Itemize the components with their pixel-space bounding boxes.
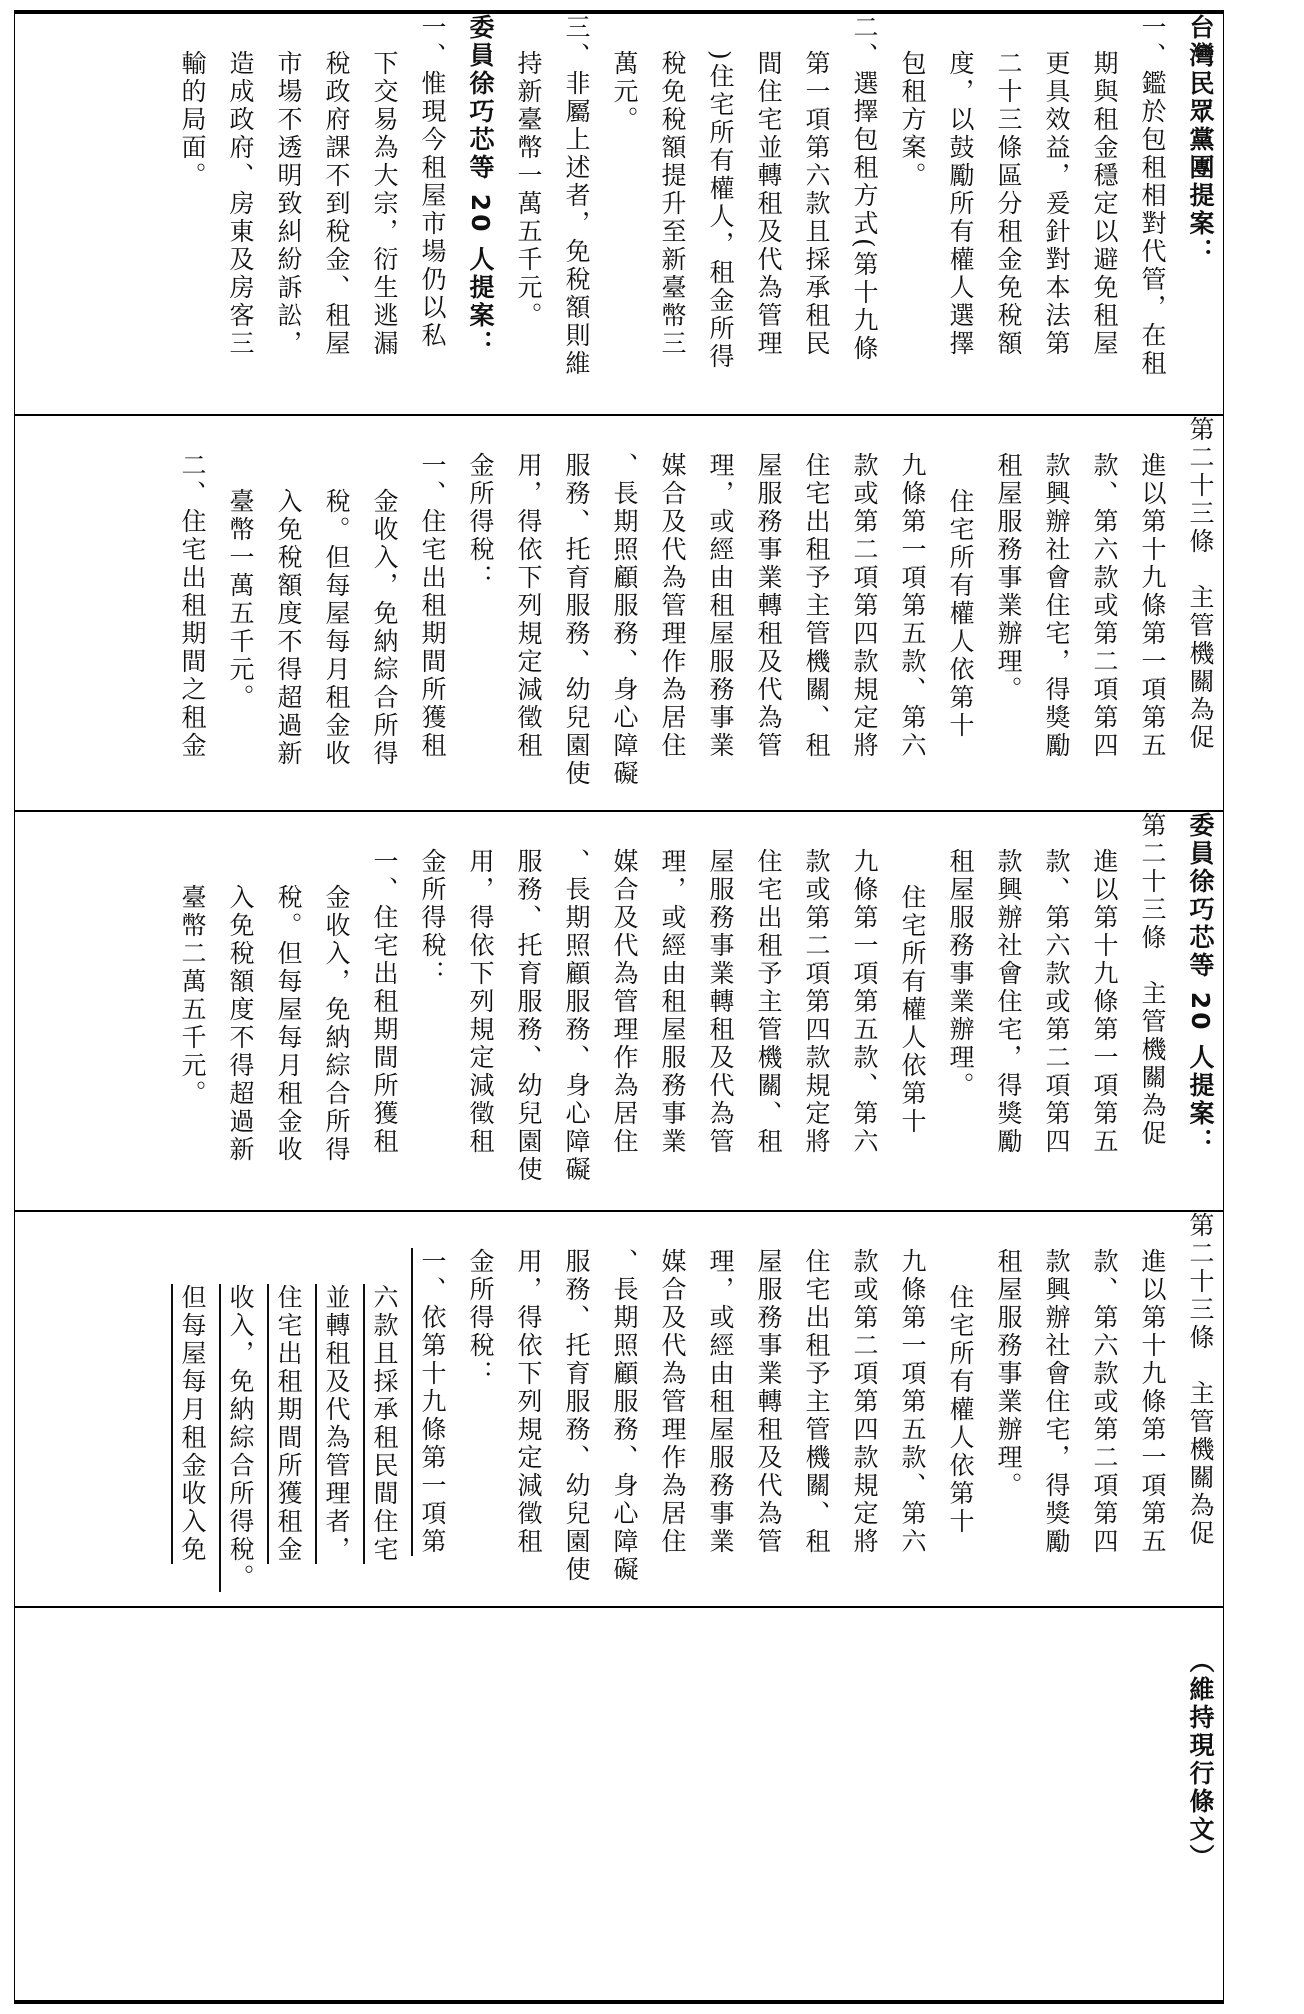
text-line: 理，或經由租屋服務事業: [658, 848, 687, 1156]
text-line: 款興辦社會住宅，得獎勵: [994, 848, 1023, 1156]
section-heading: 委員徐巧芯等 20 人提案：: [1186, 812, 1215, 1157]
text-line: 入免稅額度不得超過新: [274, 488, 303, 768]
section-dpp-proposal: [14, 14, 1224, 414]
text-line: 九條第一項第五款、第六: [850, 848, 879, 1156]
section-heading: （維持現行條文）: [1186, 1648, 1215, 1872]
text-line: [360, 1212, 408, 1592]
text-line: 稅政府課不到稅金、租屋: [322, 50, 351, 358]
text-line: 包租方案。: [898, 50, 927, 190]
section-text: [168, 416, 1224, 788]
text-line: 萬元。: [610, 50, 639, 134]
text-line: 九條第一項第五款、第六: [898, 1248, 927, 1556]
text-line: 三、非屬上述者，免稅額則維: [562, 14, 591, 378]
text-line: 市場不透明致糾紛訴訟，: [274, 50, 303, 358]
text-line: 租屋服務事業辦理。: [994, 452, 1023, 704]
text-line: 租屋服務事業辦理。: [946, 848, 975, 1100]
text-line: 造成政府、房東及房客三: [226, 50, 255, 358]
text-line: 下交易為大宗，衍生逃漏: [370, 50, 399, 358]
text-line: )住宅所有權人，租金所得: [706, 50, 735, 371]
text-line: 間住宅並轉租及代為管理: [754, 50, 783, 358]
text-line: 服務、托育服務、幼兒園使: [562, 1248, 591, 1584]
text-line: 一、鑑於包租相對代管，在租: [1138, 14, 1167, 378]
text-line: 、長期照顧服務、身心障礙: [610, 452, 639, 788]
text-line: 款、第六款或第二項第四: [1090, 1248, 1119, 1556]
text-line: 住宅出租予主管機關、租: [802, 1248, 831, 1556]
text-line: 屋服務事業轉租及代為管: [706, 848, 735, 1156]
text-line: 租屋服務事業辦理。: [994, 1248, 1023, 1500]
text-line: 二、選擇包租方式(第十九條: [850, 14, 879, 363]
text-line: 金收入，免納綜合所得: [370, 488, 399, 768]
text-line: 款或第二項第四款規定將: [850, 1248, 879, 1556]
text-line: 款興辦社會住宅，得獎勵: [1042, 1248, 1071, 1556]
text-line: 持新臺幣一萬五千元。: [514, 50, 543, 330]
text-line: 入免稅額度不得超過新: [226, 884, 255, 1164]
text-line: 住宅所有權人依第十: [946, 1284, 975, 1536]
text-line: 臺幣二萬五千元。: [178, 884, 207, 1108]
text-line: 媒合及代為管理作為居住: [610, 848, 639, 1156]
text-line: [264, 1212, 312, 1592]
text-line: 用，得依下列規定減徵租: [514, 1248, 543, 1556]
section-text: [1176, 1648, 1224, 1872]
text-line: 用，得依下列規定減徵租: [514, 452, 543, 760]
section-heading: 委員徐巧芯等 20 人提案：: [466, 14, 495, 359]
section-proposal-b: [14, 812, 1224, 1210]
text-line: 金所得稅：: [466, 1248, 495, 1388]
text-line: 進以第十九條第一項第五: [1090, 848, 1119, 1156]
underlined-amendment-text: 並轉租及代為管理者，: [322, 1284, 351, 1564]
underlined-amendment-text: 住宅出租期間所獲租金: [274, 1284, 303, 1564]
text-line: 金收入，免納綜合所得: [322, 884, 351, 1164]
underlined-amendment-text: 一、依第十九條第一項第: [418, 1248, 447, 1556]
text-line: 、長期照顧服務、身心障礙: [562, 848, 591, 1184]
text-line: [216, 1212, 264, 1592]
text-line: 住宅所有權人依第十: [946, 488, 975, 740]
text-line: 一、惟現今租屋市場仍以私: [418, 14, 447, 350]
table-bottom-border: [14, 2000, 1224, 2004]
section-proposal-a: [14, 416, 1224, 810]
text-line: 用，得依下列規定減徵租: [466, 848, 495, 1156]
section-heading: 台灣民眾黨團提案：: [1186, 14, 1215, 266]
text-line: 一、住宅出租期間所獲租: [370, 848, 399, 1156]
text-line: 屋服務事業轉租及代為管: [754, 452, 783, 760]
underlined-amendment-text: 但每屋每月租金收入免: [178, 1284, 207, 1564]
text-line: 稅免稅額提升至新臺幣三: [658, 50, 687, 358]
text-line: 進以第十九條第一項第五: [1138, 452, 1167, 760]
text-line: 第一項第六款且採承租民: [802, 50, 831, 358]
text-line: 款、第六款或第二項第四: [1090, 452, 1119, 760]
text-line: 稅。但每屋每月租金收: [274, 884, 303, 1164]
text-line: 度，以鼓勵所有權人選擇: [946, 50, 975, 358]
text-line: 金所得稅：: [466, 452, 495, 592]
text-line: 服務、托育服務、幼兒園使: [514, 848, 543, 1184]
text-line: 二十三條區分租金免稅額: [994, 50, 1023, 358]
section-current-law: [14, 1608, 1224, 2000]
text-line: 稅。但每屋每月租金收: [322, 488, 351, 768]
text-line: 服務、托育服務、幼兒園使: [562, 452, 591, 788]
text-line: 期與租金穩定以避免租屋: [1090, 50, 1119, 358]
text-line: 進以第十九條第一項第五: [1138, 1248, 1167, 1556]
text-line: 理，或經由租屋服務事業: [706, 452, 735, 760]
text-line: 更具效益，爰針對本法第: [1042, 50, 1071, 358]
text-line: 款、第六款或第二項第四: [1042, 848, 1071, 1156]
text-line: 、長期照顧服務、身心障礙: [610, 1248, 639, 1584]
text-line: 住宅所有權人依第十: [898, 884, 927, 1136]
text-line: [168, 1212, 216, 1592]
section-text: [168, 812, 1224, 1184]
text-line: [408, 1212, 456, 1592]
comparison-table: [14, 10, 1224, 2004]
text-line: 媒合及代為管理作為居住: [658, 452, 687, 760]
section-proposal-c: [14, 1212, 1224, 1606]
underlined-amendment-text: 收入，免納綜合所得稅。: [226, 1284, 255, 1592]
underlined-amendment-text: 六款且採承租民間住宅: [370, 1284, 399, 1564]
text-line: 九條第一項第五款、第六: [898, 452, 927, 760]
section-text: [168, 14, 1224, 378]
text-line: 第二十三條 主管機關為促: [1186, 1212, 1215, 1548]
text-line: 款或第二項第四款規定將: [802, 848, 831, 1156]
text-line: 理，或經由租屋服務事業: [706, 1248, 735, 1556]
text-line: 一、住宅出租期間所獲租: [418, 452, 447, 760]
text-line: 住宅出租予主管機關、租: [802, 452, 831, 760]
text-line: 款或第二項第四款規定將: [850, 452, 879, 760]
text-line: 輸的局面。: [178, 50, 207, 190]
text-line: 金所得稅：: [418, 848, 447, 988]
text-line: 第二十三條 主管機關為促: [1138, 812, 1167, 1148]
text-line: 住宅出租予主管機關、租: [754, 848, 783, 1156]
text-line: 媒合及代為管理作為居住: [658, 1248, 687, 1556]
text-line: 款興辦社會住宅，得獎勵: [1042, 452, 1071, 760]
text-line: 臺幣一萬五千元。: [226, 488, 255, 712]
text-line: 二、住宅出租期間之租金: [178, 452, 207, 760]
text-line: 第二十三條 主管機關為促: [1186, 416, 1215, 752]
text-line: [312, 1212, 360, 1592]
section-text: [168, 1212, 1224, 1592]
text-line: 屋服務事業轉租及代為管: [754, 1248, 783, 1556]
